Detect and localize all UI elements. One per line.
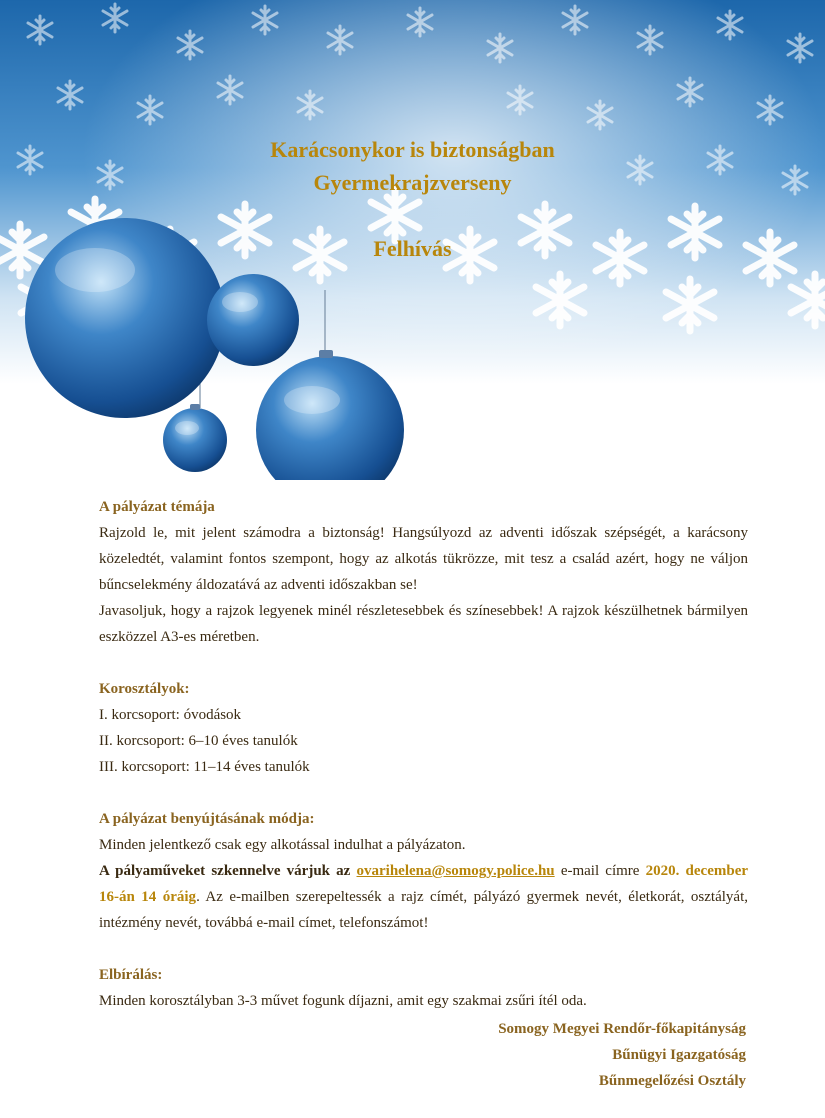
submission-heading: A pályázat benyújtásának módja: (99, 811, 315, 827)
age-group-item: II. korcsoport: 6–10 éves tanulók (99, 733, 298, 749)
topic-paragraph-2: Javasoljuk, hogy a rajzok legyenek minél részletesebbek és színesebbek! A rajzok készülhetnek bármilyen eszközzel A3-es méretben. (99, 603, 748, 645)
signature-line-1: Somogy Megyei Rendőr-főkapitányság (498, 1021, 746, 1037)
age-groups-heading: Korosztályok: (99, 681, 190, 697)
age-group-item: III. korcsoport: 11–14 éves tanulók (99, 759, 310, 775)
ornament-medium (207, 274, 299, 366)
judging-text: Minden korosztályban 3-3 művet fogunk díjazni, amit egy szakmai zsűri ítél oda. (99, 993, 587, 1009)
topic-paragraph-1: Rajzold le, mit jelent számodra a biztonság! Hangsúlyozd az adventi időszak szépségét, a karácsony közeledtét, valamint fontos szempont, hogy az alkotás tükrözze, mit tesz a család azért, hogy ne váljon bűncselekmény áldozatává az adventi időszakban se! (99, 525, 748, 593)
email-link[interactable]: ovarihelena@somogy.police.hu (356, 863, 555, 879)
deadline: 2020. december 16-án 14 óráig (99, 863, 749, 905)
submission-details (99, 858, 748, 936)
announcement-body (99, 494, 748, 1014)
submission-bold-prefix: A pályaműveket szkennelve várjuk az (99, 863, 351, 879)
title-line-2: Gyermekrajzverseny (313, 170, 512, 195)
topic-heading: A pályázat témája (99, 499, 215, 515)
age-group-item: I. korcsoport: óvodások (99, 707, 242, 723)
submission-rest: . Az e-mailben szerepeltessék a rajz címét, pályázó gyermek nevét, életkorát, osztályát, intézmény nevét, továbbá e-mail címet, telefonszámot! (99, 889, 748, 931)
email-suffix: e-mail címre (560, 863, 640, 879)
signature-line-3: Bűnmegelőzési Osztály (598, 1073, 746, 1089)
signature-line-2: Bűnügyi Igazgatóság (612, 1047, 746, 1063)
signature-block (498, 1016, 746, 1094)
submission-line-1: Minden jelentkező csak egy alkotással indulhat a pályázaton. (99, 837, 466, 853)
title-felhivas: Felhívás (373, 236, 452, 261)
title-line-1: Karácsonykor is biztonságban (270, 137, 555, 162)
judging-heading: Elbírálás: (99, 967, 163, 983)
